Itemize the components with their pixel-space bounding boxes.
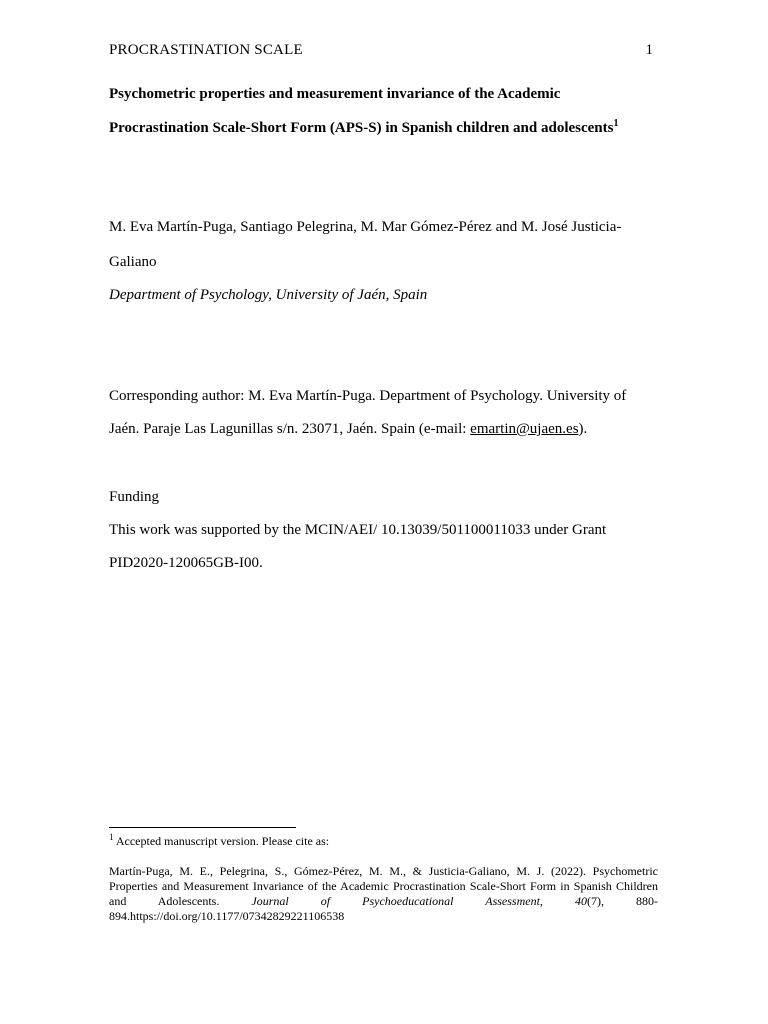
citation-issue-pages: (7), 880-894.: [109, 894, 658, 923]
paper-title-line-1: Psychometric properties and measurement invariance of the Academic: [109, 86, 561, 102]
funding-heading: Funding: [109, 489, 160, 505]
author-list-line-1: M. Eva Martín-Puga, Santiago Pelegrina, M. Mar Gómez-Pérez and M. José Justicia-: [109, 219, 622, 235]
citation-volume: 40: [574, 894, 587, 908]
corresponding-author-line-2: [109, 421, 587, 438]
footnote-marker: 1: [109, 832, 114, 842]
footnote: [109, 834, 329, 849]
running-head: PROCRASTINATION SCALE: [109, 42, 303, 58]
page-number: 1: [645, 42, 653, 58]
funding-statement-line-1: This work was supported by the MCIN/AEI/ 10.13039/501100011033 under Grant: [109, 522, 607, 538]
author-affiliation: Department of Psychology, University of Jaén, Spain: [109, 287, 428, 303]
corresponding-author-line-1: Corresponding author: M. Eva Martín-Puga. Department of Psychology. University of: [109, 388, 627, 404]
funding-statement-line-2: PID2020-120065GB-I00.: [109, 555, 263, 571]
corresponding-address: Jaén. Paraje Las Lagunillas s/n. 23071, Jaén. Spain (e-mail:: [109, 421, 471, 437]
footnote-text: Accepted manuscript version. Please cite as:: [113, 834, 330, 848]
footnote-divider: [109, 827, 296, 828]
citation-doi-link[interactable]: https://doi.org/10.1177/07342829221106538: [130, 909, 345, 923]
citation-text: [109, 864, 658, 924]
citation-separator: ,: [539, 894, 575, 908]
paper-title-line-2: [109, 120, 669, 137]
corresponding-closing: ).: [578, 421, 588, 437]
email-link[interactable]: emartin@ujaen.es: [470, 421, 579, 437]
citation-journal: Journal of Psychoeducational Assessment: [251, 894, 540, 908]
title-footnote-marker[interactable]: 1: [613, 118, 619, 129]
author-list-line-2: Galiano: [109, 254, 157, 270]
paper-title-line-2-text: Procrastination Scale-Short Form (APS-S) in Spanish children and adolescents: [109, 120, 614, 136]
citation-authors-title: Martín-Puga, M. E., Pelegrina, S., Gómez-Pérez, M. M., & Justicia-Galiano, M. J. (2022). Psychometric Properties and Measurement Invariance of the Academic Procrastination Scale-Short Form in Spanish Children and Adolescents.: [109, 864, 658, 908]
